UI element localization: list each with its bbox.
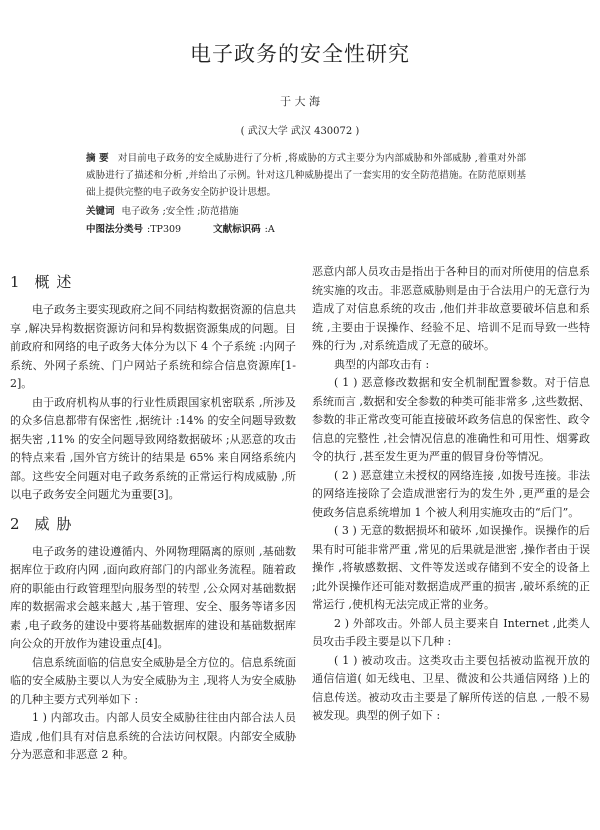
abstract-text: 对目前电子政务的安全威胁进行了分析 ,将威胁的方式主要分为内部威胁和外部威胁 ,着重对外部威胁进行了描述和分析 ,并给出了示例。针对这几种威胁提出了一套实用的安全防范措施。在防范原则基础上提供完整的电子政务安全防护设计思想。: [86, 153, 526, 198]
paragraph: 典型的内部攻击有 :: [334, 357, 430, 371]
author: 于 大 海: [280, 95, 320, 108]
affiliation: ( 武汉大学 武汉 430072 ): [240, 126, 360, 137]
paragraph: 由于政府机构从事的行业性质跟国家机密联系 ,所涉及的众多信息都带有保密性 ,据统计 :14% 的安全问题导致数据失密 ,11% 的安全问题导致网络数据破坏 ;从恶意的攻击的特点来看 ,国外官方统计的结果是 65% 来自网络系统内部。这些安全问题对电子政务系统的正常运行构成威胁 ,所以电子政务安全问题尤为重要[3]。: [10, 395, 296, 501]
clc-label: 中图法分类号: [86, 224, 144, 235]
paragraph: ( 1 ) 被动攻击。这类攻击主要包括被动监视开放的通信信道( 如无线电、卫星、微波和公共通信网络 )上的信息传送。被动攻击主要是了解所传送的信息 ,一般不易被发现。典型的例子如下 :: [312, 653, 590, 722]
paragraph: 电子政务主要实现政府之间不同结构数据资源的信息共享 ,解决异构数据资源访问和异构数据资源集成的问题。目前政府和网络的电子政务大体分为以下 4 个子系统 :内网子系统、外网子系统、门户网站子系统和综合信息资源库[1-2]。: [10, 303, 296, 390]
paragraph: 恶意内部人员攻击是指出于各种目的而对所使用的信息系统实施的攻击。非恶意威胁则是由于合法用户的无意行为造成了对信息系统的攻击 ,他们并非故意要破坏信息和系统 ,主要由于误操作、经验不足、培训不足而导致一些特殊的行为 ,对系统造成了无意的破坏。: [312, 265, 590, 352]
abstract: [86, 150, 526, 201]
paper-title: 电子政务的安全性研究: [190, 42, 410, 66]
paragraph: ( 3 ) 无意的数据损坏和破坏 ,如误操作。误操作的后果有时可能非常严重 ,常见的后果就是泄密 ,操作者由于误操作 ,将敏感数据、文件等发送或存储到不安全的设备上 ;此外误操作还可能对数据造成严重的损害 ,破坏系统的正常运行 ,使机构无法完成正常的业务。: [312, 524, 590, 611]
keywords-text: 电子政务 ;安全性 ;防范措施: [121, 206, 239, 217]
keywords: [86, 203, 239, 217]
paragraph: 信息系统面临的信息安全威胁是全方位的。信息系统面临的安全威胁主要以人为安全威胁为主 ,现将人为安全威胁的几种主要方式列举如下 :: [10, 655, 296, 706]
keywords-label: 关键词: [86, 206, 115, 217]
paragraph: 1 ) 内部攻击。内部人员安全威胁往往由内部合法人员造成 ,他们具有对信息系统的合法访问权限。内部安全威胁分为恶意和非恶意 2 种。: [10, 711, 296, 761]
paragraph: ( 1 ) 恶意修改数据和安全机制配置参数。对于信息系统而言 ,数据和安全参数的种类可能非常多 ,这些数据、参数的非正常改变可能直接破坏政务信息的保密性、政令信息的完整性 ,社会情况信息的准确性和可用性、烟雾政令的执行 ,甚至发生更为严重的假冒身份等情况。: [312, 376, 590, 463]
paragraph: 2 ) 外部攻击。外部人员主要来自 Internet ,此类人员攻击手段主要是以下几种 :: [312, 616, 590, 648]
abstract-label: 摘 要: [86, 153, 109, 164]
right-column: [312, 263, 590, 726]
section-heading-threats: 2 威 胁: [10, 514, 73, 533]
section-heading-overview: 1 概 述: [10, 273, 73, 291]
paragraph: ( 2 ) 恶意建立未授权的网络连接 ,如拨号连接。非法的网络连接除了会造成泄密行为的发生外 ,更严重的是会使政务信息系统增加 1 个被人利用实施攻击的“后门”。: [312, 468, 590, 519]
doc-code-value: :A: [264, 224, 275, 235]
doc-code-label: 文献标识码: [213, 224, 261, 235]
left-column: [10, 263, 296, 765]
paragraph: 电子政务的建设遵循内、外网物理隔离的原则 ,基础数据库位于政府内网 ,面向政府部门的内部业务流程。随着政府的职能由行政管理型向服务型的转型 ,公众网对基础数据库的数据需求会越来越大 ,基于管理、安全、服务等诸多因素 ,电子政务的建设中要将基础数据库的建设和基础数据库向公众的开放作为建设重点[4]。: [10, 544, 296, 650]
clc-value: :TP309: [147, 224, 182, 235]
classification: [86, 221, 275, 235]
